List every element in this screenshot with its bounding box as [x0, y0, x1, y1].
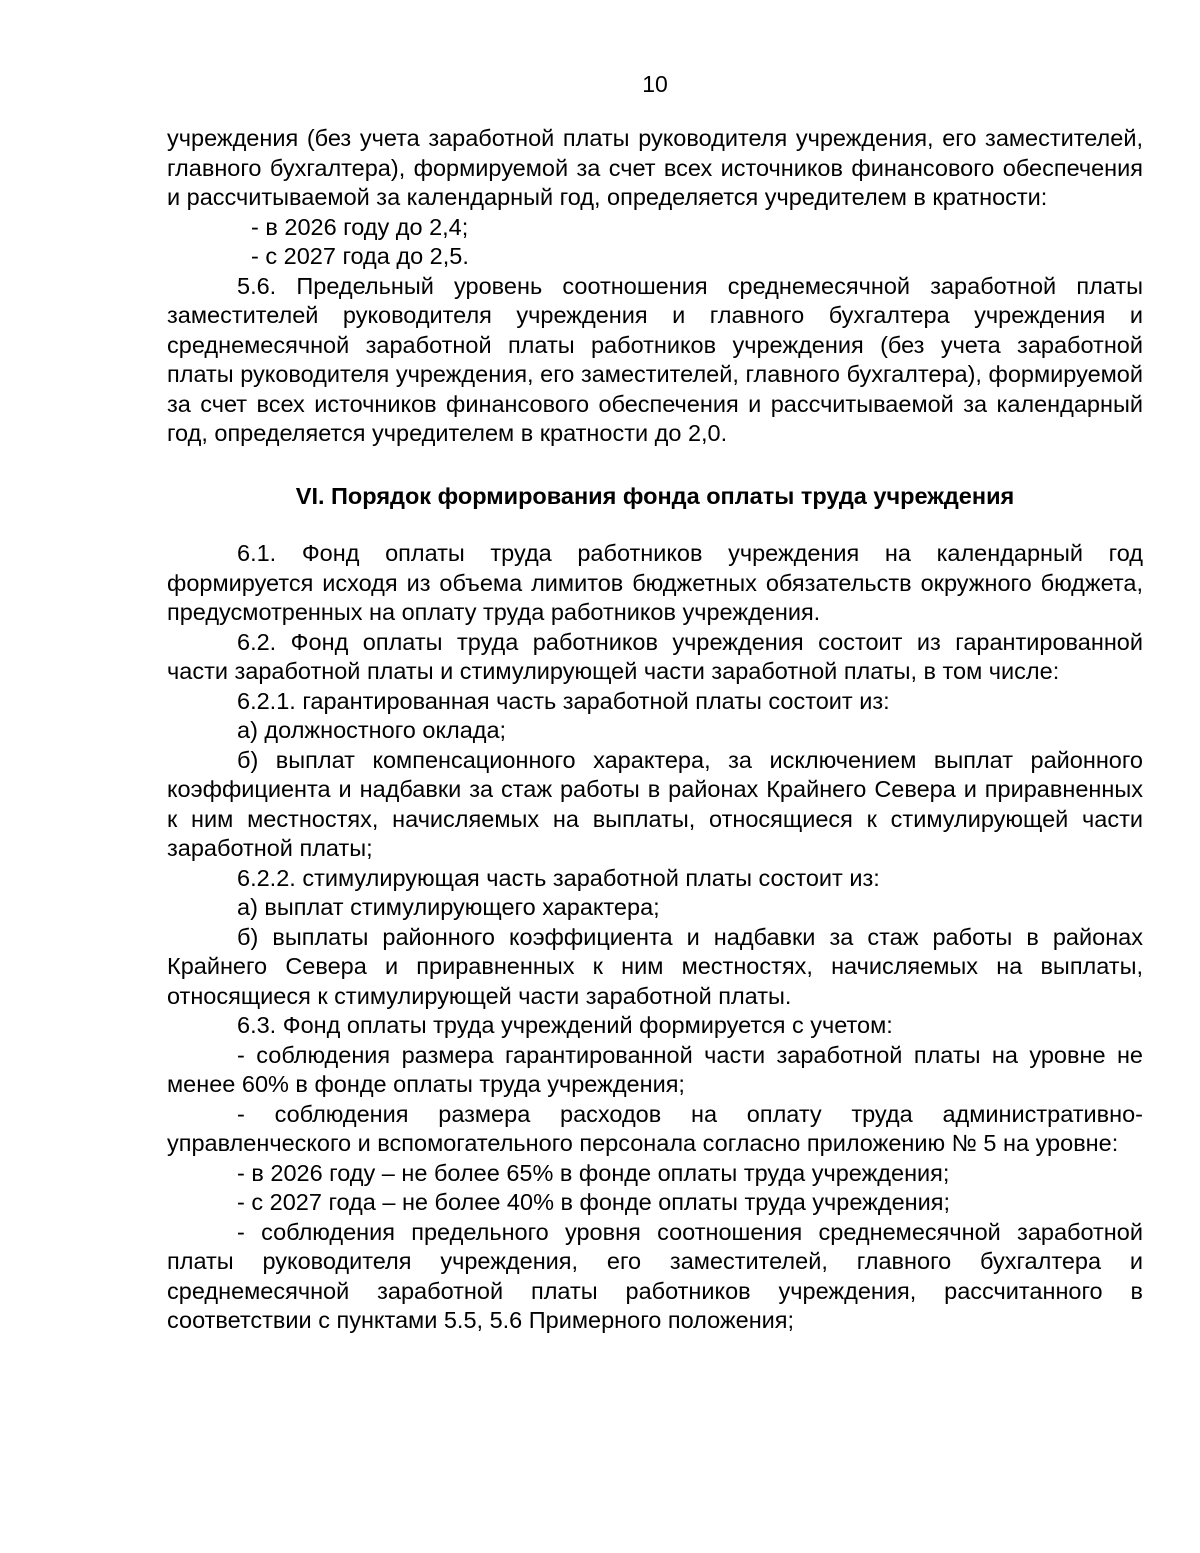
paragraph-6-2: 6.2. Фонд оплаты труда работников учреждения состоит из гарантированной части заработной платы и стимулирующей части заработной платы, в том числе: [167, 628, 1143, 684]
paragraph-6-2-2: 6.2.2. стимулирующая часть заработной платы состоит из: [237, 864, 880, 891]
list-item-ratio: - соблюдения предельного уровня соотношения среднемесячной заработной платы руководителя учреждения, его заместителей, главного бухгалтера и среднемесячной заработной платы работников учреждения, рассчитанного в соответствии с пунктами 5.5, 5.6 Примерного положения; [167, 1218, 1143, 1333]
list-item-a-salary: а) должностного оклада; [237, 717, 507, 743]
list-item-2027-limit: - с 2027 года – не более 40% в фонде оплаты труда учреждения; [237, 1189, 951, 1215]
list-item-b-regional: б) выплаты районного коэффициента и надбавки за стаж работы в районах Крайнего Севера и приравненных к ним местностях, начисляемых на выплаты, относящиеся к стимулирующей части заработной платы. [167, 923, 1143, 1009]
paragraph-5-6: 5.6. Предельный уровень соотношения среднемесячной заработной платы заместителей руководителя учреждения и главного бухгалтера учреждения и среднемесячной заработной платы работников учреждения (без учета заработной платы руководителя учреждения, его заместителей, главного бухгалтера), формируемой за счет всех источников финансового обеспечения и рассчитываемой за календарный год, определяется учредителем в кратности до 2,0. [167, 272, 1143, 446]
list-item-a-stimulating: а) выплат стимулирующего характера; [237, 894, 660, 920]
page-number: 10 [642, 71, 668, 97]
list-item-guaranteed-part: - соблюдения размера гарантированной части заработной платы на уровне не менее 60% в фонде оплаты труда учреждения; [167, 1041, 1143, 1097]
list-item-admin-expenses: - соблюдения размера расходов на оплату труда административно-управленческого и вспомогательного персонала согласно приложению № 5 на уровне: [167, 1100, 1143, 1156]
paragraph-6-3: 6.3. Фонд оплаты труда учреждений формируется с учетом: [237, 1012, 893, 1038]
paragraph-6-2-1: 6.2.1. гарантированная часть заработной платы состоит из: [237, 687, 890, 714]
list-item-2026: - в 2026 году до 2,4; [251, 213, 469, 240]
section-heading: VI. Порядок формирования фонда оплаты труда учреждения [295, 482, 1015, 509]
paragraph-6-1: 6.1. Фонд оплаты труда работников учреждения на календарный год формируется исходя из объема лимитов бюджетных обязательств окружного бюджета, предусмотренных на оплату труда работников учреждения. [167, 540, 1143, 625]
document-body [167, 124, 1143, 1336]
list-item-2026-limit: - в 2026 году – не более 65% в фонде оплаты труда учреждения; [237, 1159, 950, 1186]
list-item-2027: - с 2027 года до 2,5. [251, 243, 469, 269]
list-item-b-compensation: б) выплат компенсационного характера, за исключением выплат районного коэффициента и надбавки за стаж работы в районах Крайнего Севера и приравненных к ним местностях, начисляемых на выплаты, относящиеся к стимулирующей части заработной платы; [167, 746, 1143, 861]
paragraph-continuation: учреждения (без учета заработной платы руководителя учреждения, его заместителей, главного бухгалтера), формируемой за счет всех источников финансового обеспечения и рассчитываемой за календарный год, определяется учредителем в кратности: [167, 125, 1143, 210]
